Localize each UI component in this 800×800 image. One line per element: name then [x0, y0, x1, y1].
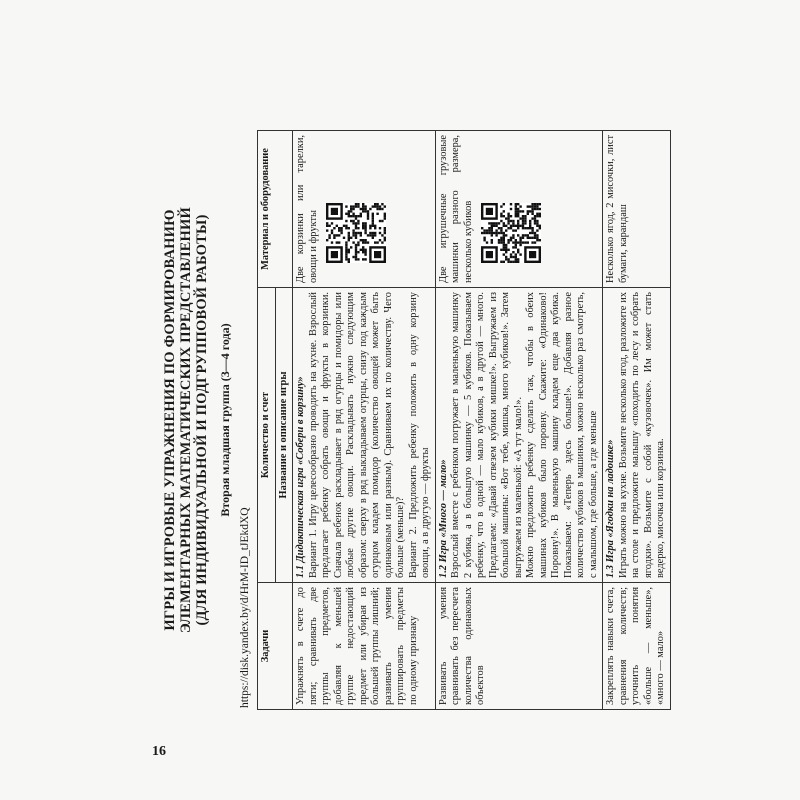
game-description: Взрослый вместе с ребенком погружает в маленькую машинку 2 кубика, а в большую машинку — 5 кубиков. Показываем ребенку, что в одной — мало кубиков, а в другой — много. Предлагаем: «Давай отвезем кубики мишке!». Выгружаем из большой машины: «Вот тебе, мишка, много кубиков!». Затем выгружаем из маленькой: «А тут мало!». — [450, 292, 524, 578]
material-cell — [293, 131, 436, 288]
page-number: 16 — [152, 744, 166, 759]
subtitle: Вторая младшая группа (3—4 года) — [218, 323, 232, 517]
title-line-1: ИГРЫ И ИГРОВЫЕ УПРАЖНЕНИЯ ПО ФОРМИРОВАНИЮ — [162, 209, 178, 631]
header-section: Количество и счет — [258, 288, 276, 583]
game-description-2: Можно предложить ребенку сделать так, чтобы в обеих машинах кубиков было поровну. Скажите: «Одинаково! Поровну!». В маленькую машину кладем еще два кубика. Показываем: «Теперь здесь больше!». Добавляя разное количество кубиков в машинки, можно несколько раз смотреть, с малышом, где больше, а где меньше — [525, 292, 599, 578]
task-cell — [603, 583, 671, 710]
game-title: 1.2 Игра «Много — мало» — [437, 459, 449, 578]
header-tasks: Задачи — [258, 583, 293, 710]
task-cell — [293, 583, 436, 710]
resource-link[interactable]: https://disk.yandex.by/d/HrM-ID_tJEkdXQ — [239, 507, 251, 708]
material-text: Две игрушечные грузовые машинки разного размера, несколько кубиков — [437, 135, 474, 283]
header-material: Материал и оборудование — [258, 131, 293, 288]
title-line-2: ЭЛЕМЕНТАРНЫХ МАТЕМАТИЧЕСКИХ ПРЕДСТАВЛЕНИЙ — [178, 207, 194, 633]
game-description: Вариант 1. Игру целесообразно проводить на кухне. Взрослый предлагает ребенку собрать овощи и фрукты в корзинки. Сначала ребенок раскладывает в ряд огурцы и помидоры или любые другие овощи. Раскладывать нужно следующим образом: сверху в ряд выкладываем огурцы, снизу под каждым огурцом кладем помидор (количество овощей может быть одинаковым или разным). Сравниваем их по количеству. Чего больше (меньше)? — [307, 292, 406, 578]
qr-code-icon[interactable] — [326, 203, 386, 263]
table-row — [435, 131, 603, 710]
game-title: 1.3 Игра «Ягодки на ладошке» — [605, 439, 616, 578]
task-text: Развивать умения сравнивать без пересчета количества одинаковых объектов — [437, 587, 486, 705]
task-cell — [435, 583, 603, 710]
material-cell — [603, 131, 671, 288]
material-text: Две корзинки или тарелки, овощи и фрукты — [295, 135, 319, 283]
material-cell — [435, 131, 603, 288]
table-row — [603, 131, 671, 710]
header-games: Название и описание игры — [275, 288, 293, 583]
task-text: Закреплять навыки счета, сравнения количеств; уточнить понятия «больше — меньше», «много — мало» — [605, 587, 666, 705]
game-cell — [603, 288, 671, 583]
qr-code-icon[interactable] — [481, 203, 541, 263]
game-title: 1.1 Дидактическая игра «Собери в корзину» — [295, 376, 306, 578]
material-text: Несколько ягод, 2 мисочки, лист бумаги, карандаш — [605, 135, 629, 283]
games-table — [257, 130, 671, 710]
game-cell — [293, 288, 436, 583]
table-row — [293, 131, 436, 710]
rotated-content — [162, 130, 672, 710]
task-text: Упражнять в счете до пяти; сравнивать две группы предметов, добавляя к меньшей группе недостающий предмет или убирая из большей группы лишний; развивать умения группировать предметы по одному признаку — [295, 587, 419, 705]
game-description-2: Вариант 2. Предложить ребенку положить в одну корзину овощи, а в другую — фрукты — [407, 292, 431, 578]
title-line-3: (ДЛЯ ИНДИВИДУАЛЬНОЙ И ПОДГРУППОВОЙ РАБОТЫ) — [194, 214, 210, 626]
page-title — [162, 130, 210, 710]
game-cell — [435, 288, 603, 583]
game-description: Играть можно на кухне. Возьмите несколько ягод, разложите их на столе и предложите малышу «походить по лесу и собрать ягодки». Возьмите с собой «кузовочек». Им может стать ведерко, мисочка или корзинка. — [617, 292, 666, 578]
